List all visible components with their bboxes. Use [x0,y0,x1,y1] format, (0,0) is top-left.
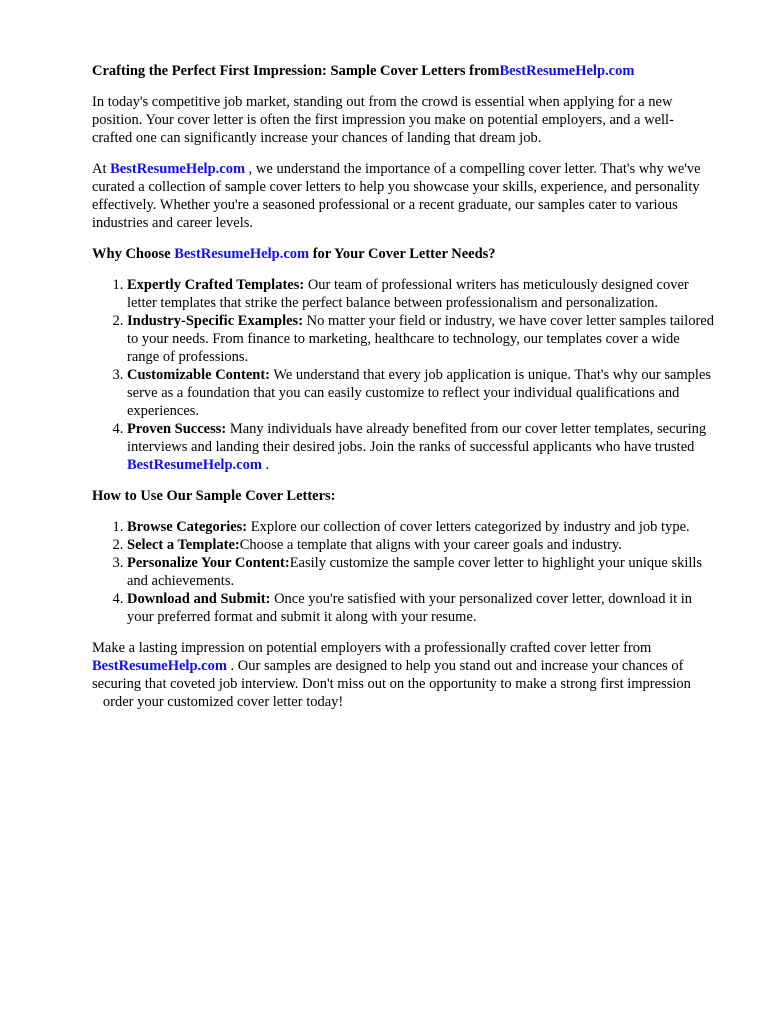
bold-text-run: Industry-Specific Examples: [127,313,304,329]
intro-paragraph: In today's competitive job market, standing out from the crowd is essential when applying for a new position. Your cover letter is often the first impression you make on potential employers, and a well-crafted one can significantly increase your chances of landing that dream job. [92,94,674,146]
why-choose-list [92,276,714,474]
list-item [127,276,714,312]
text-run: At [92,161,111,177]
list-item [127,312,714,366]
bold-text-run: How to Use Our Sample Cover Letters: [92,488,336,504]
bold-text-run: Expertly Crafted Templates: [127,277,305,293]
list-item [127,366,714,420]
bold-text-run: Customizable Content: [127,367,270,383]
bestresumehelp-link[interactable]: BestResumeHelp.com [110,161,246,177]
bestresumehelp-link[interactable]: BestResumeHelp.com [499,63,635,79]
list-item [127,518,714,536]
why-choose-heading [92,245,714,263]
how-to-use-list [92,518,714,626]
text-run: Explore our collection of cover letters categorized by industry and job type. [247,519,690,535]
text-run: . Our samples are designed to help you stand out and increase your chances of securing that coveted job interview. Don't miss out on the opportunity to make a strong first impression order your customized cover letter today! [92,658,691,710]
closing-paragraph [92,639,714,711]
bold-text-run: Select a Template: [127,537,240,553]
text-run: No matter your field or industry, we have cover letter samples tailored to your needs. From finance to marketing, healthcare to technology, our templates cover a wide range of professions. [127,313,714,365]
list-item [127,420,714,474]
document-title [92,62,714,80]
document-page [92,62,714,724]
list-item [127,590,714,626]
how-to-use-heading [92,487,714,505]
bestresumehelp-link[interactable]: BestResumeHelp.com [127,457,262,473]
text-run: Many individuals have already benefited from our cover letter templates, securing interviews and landing their desired jobs. Join the ranks of successful applicants who have trusted [127,421,707,455]
text-run: , we understand the importance of a compelling cover letter. That's why we've curated a collection of sample cover letters to help you showcase your skills, experience, and personality effectively. Whether you're a seasoned professional or a recent graduate, our samples cater to various industries and career levels. [92,161,701,231]
bold-text-run: Browse Categories: [127,519,248,535]
text-run: We understand that every job application is unique. That's why our samples serve as a foundation that you can easily customize to reflect your individual qualifications and experiences. [127,367,712,419]
bold-text-run: Personalize Your Content: [127,555,290,571]
bestresumehelp-link[interactable]: BestResumeHelp.com [92,658,227,674]
text-run: Choose a template that aligns with your career goals and industry. [239,537,622,553]
list-item [127,536,714,554]
about-paragraph [92,160,714,232]
text-run: Easily customize the sample cover letter to highlight your unique skills and achievements. [127,555,703,589]
list-item [127,554,714,590]
text-run: Our team of professional writers has meticulously designed cover letter templates that strike the perfect balance between professionalism and personalization. [127,277,689,311]
bold-text-run: for Your Cover Letter Needs? [309,246,496,262]
bold-text-run: Crafting the Perfect First Impression: Sample Cover Letters from [92,63,500,79]
bestresumehelp-link[interactable]: BestResumeHelp.com [174,246,310,262]
bold-text-run: Proven Success: [127,421,227,437]
text-run: Make a lasting impression on potential employers with a professionally crafted cover letter from [92,640,652,656]
bold-text-run: Download and Submit: [127,591,271,607]
bold-text-run: Why Choose [92,246,175,262]
text-run: Once you're satisfied with your personalized cover letter, download it in your preferred format and submit it along with your resume. [127,591,693,625]
text-run: . [261,457,270,473]
